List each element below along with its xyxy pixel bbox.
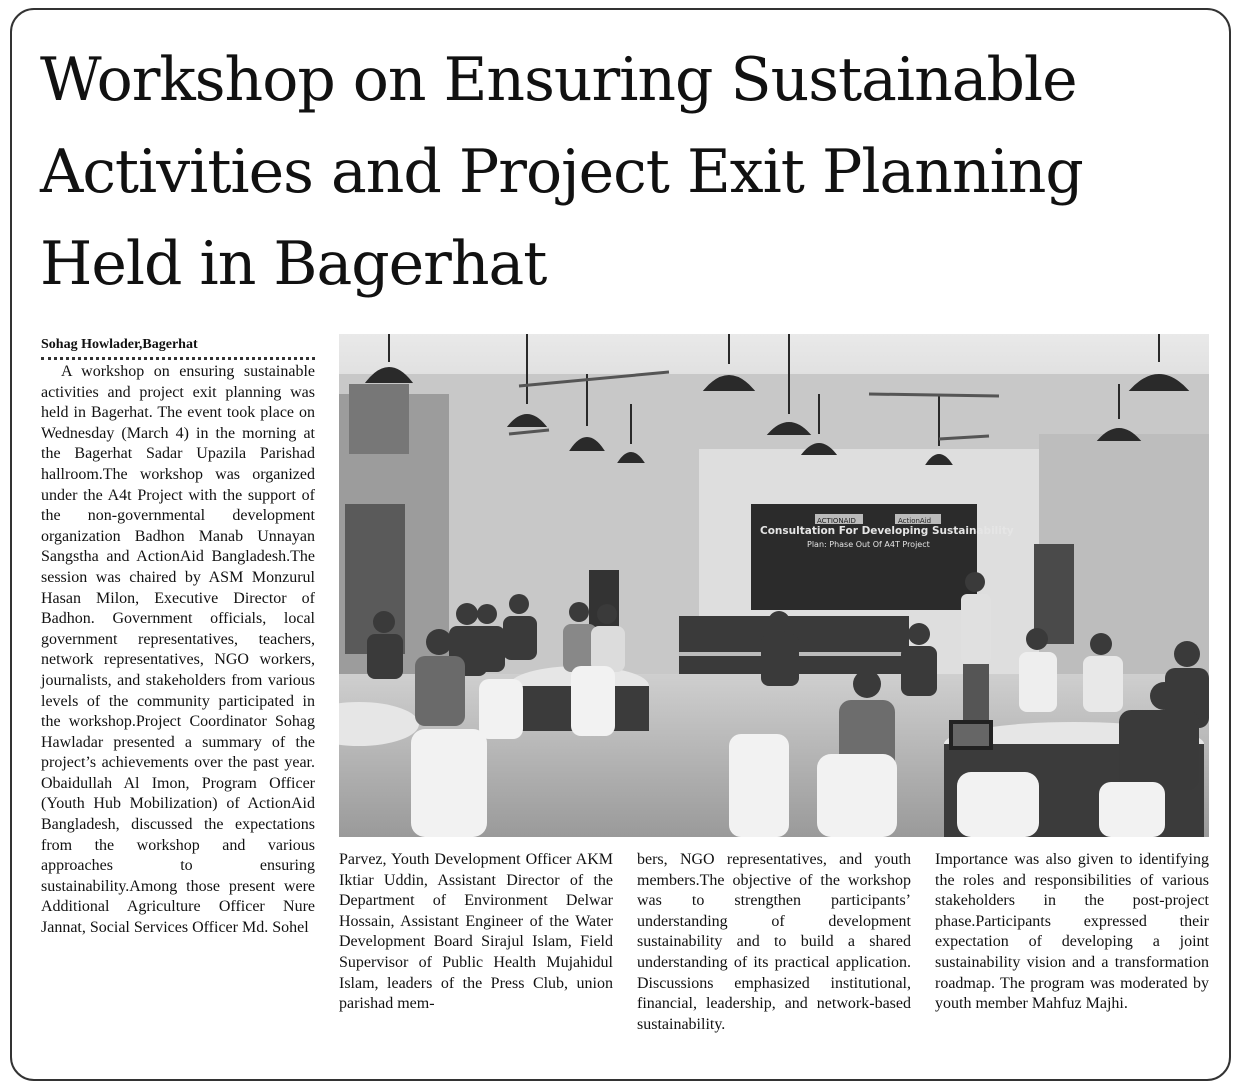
- headline-line-3: Held in Bagerhat: [40, 229, 547, 299]
- workshop-photo: [339, 334, 1209, 837]
- headline-line-2: Activities and Project Exit Planning: [40, 137, 1083, 207]
- banner-logo-right: ActionAid: [898, 517, 932, 525]
- banner-title: Consultation For Developing Sustainability: [760, 525, 1014, 537]
- article-column-3: bers, NGO representatives, and youth members.The objective of the workshop was to strengthen participants’ understanding of development sustainability and to build a shared understanding of its practical application. Discussions emphasized institutional, financial, leadership, and network-based sustainability.: [637, 851, 911, 1033]
- article-column-1: A workshop on ensuring sustainable activities and project exit planning was held in Bagerhat. The event took place on Wednesday (March 4) in the morning at the Bagerhat Sadar Upazila Parishad hallroom.The workshop was organized under the A4t Project with the support of the non-governmental development organization Badhon Manab Unnayan Sangstha and ActionAid Bangladesh.The session was chaired by ASM Monzurul Hasan Milon, Executive Director of Badhon. Government officials, local government representatives, teachers, network representatives, NGO workers, journalists, and stakeholders from various levels of the community participated in the workshop.Project Coordinator Sohag Hawladar presented a summary of the project’s achievements over the past year. Obaidullah Al Imon, Program Officer (Youth Hub Mobilization) of ActionAid Bangladesh, discussed the expectations from the workshop and various approaches to ensuring sustainability.Among those present were Additional Agriculture Officer Nure Jannat, Social Services Officer Md. Sohel: [41, 363, 315, 937]
- article-column-2: Parvez, Youth Development Officer AKM Iktiar Uddin, Assistant Director of the Department of Environment Delwar Hossain, Assistant Engineer of the Water Development Board Sirajul Islam, Field Supervisor of Public Health Mujahidul Islam, leaders of the Press Club, union parishad mem-: [339, 851, 613, 1013]
- banner-logo-left: ACTIONAID: [817, 517, 856, 525]
- article-column-4: Importance was also given to identifying the roles and responsibilities of various stakeholders in the post-project phase.Participants expressed their expectation of developing a joint sustainability vision and a transformation roadmap. The program was moderated by youth member Mahfuz Majhi.: [935, 851, 1209, 1013]
- headline: [40, 34, 1210, 310]
- banner-subtitle: Plan: Phase Out Of A4T Project: [807, 540, 930, 549]
- byline: Sohag Howlader,Bagerhat: [41, 336, 315, 360]
- headline-line-1: Workshop on Ensuring Sustainable: [40, 45, 1077, 115]
